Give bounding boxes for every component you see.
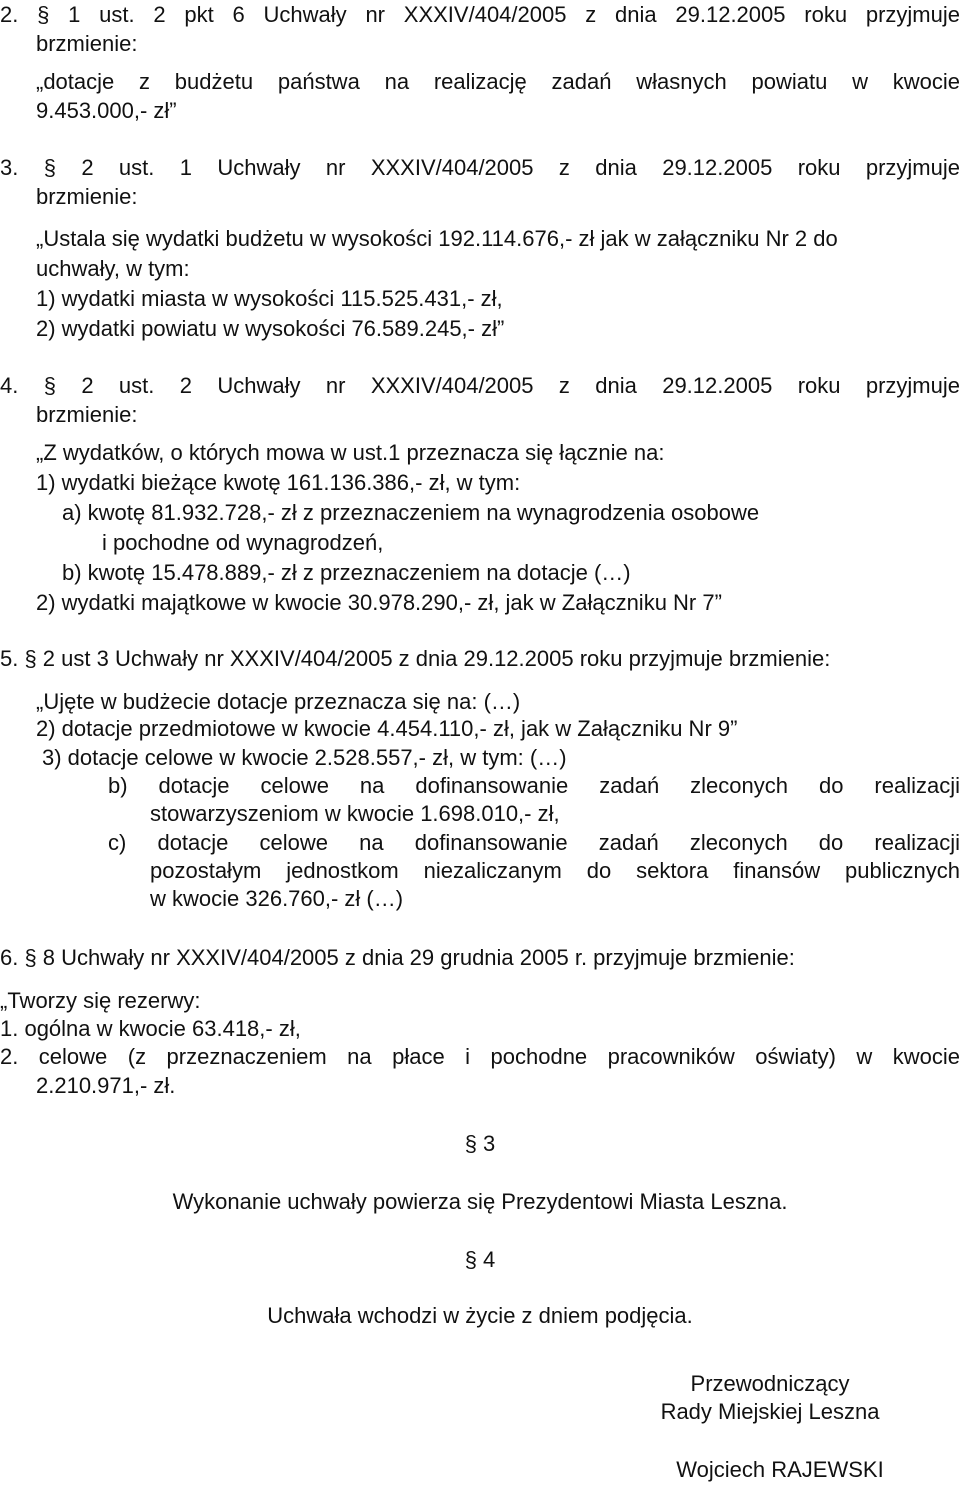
item-6-list-item: 2. celowe (z przeznaczeniem na płace i pochodne pracowników oświaty) w kwocie bbox=[0, 1044, 960, 1069]
item-4-quote-line: „Z wydatków, o których mowa w ust.1 przeznacza się łącznie na: bbox=[36, 440, 665, 465]
signature-role: Przewodniczący bbox=[690, 1371, 850, 1396]
item-2-quote-line: „dotacje z budżetu państwa na realizację zadań własnych powiatu w kwocie bbox=[36, 69, 960, 94]
item-3-heading-cont: brzmienie: bbox=[36, 184, 138, 209]
item-5-list-item: 3) dotacje celowe w kwocie 2.528.557,- zł, w tym: (…) bbox=[42, 745, 567, 770]
item-6-list-cont: 2.210.971,- zł. bbox=[36, 1073, 176, 1098]
item-5-sublist-cont: stowarzyszeniom w kwocie 1.698.010,- zł, bbox=[150, 801, 560, 826]
section-4-text: Uchwała wchodzi w życie z dniem podjęcia. bbox=[267, 1303, 693, 1328]
item-3-quote-line: uchwały, w tym: bbox=[36, 256, 190, 281]
item-5-list-item: 2) dotacje przedmiotowe w kwocie 4.454.110,- zł, jak w Załączniku Nr 9” bbox=[36, 716, 738, 741]
item-4-sublist-item: a) kwotę 81.932.728,- zł z przeznaczeniem na wynagrodzenia osobowe bbox=[62, 500, 760, 525]
item-2-heading: 2. § 1 ust. 2 pkt 6 Uchwały nr XXXIV/404/2005 z dnia 29.12.2005 roku przyjmuje bbox=[0, 2, 960, 27]
item-5-heading: 5. § 2 ust 3 Uchwały nr XXXIV/404/2005 z dnia 29.12.2005 roku przyjmuje brzmienie: bbox=[0, 646, 831, 671]
item-4-sublist-cont: i pochodne od wynagrodzeń, bbox=[102, 530, 384, 555]
item-4-list-item: 1) wydatki bieżące kwotę 161.136.386,- zł, w tym: bbox=[36, 470, 521, 495]
section-3-mark: § 3 bbox=[464, 1131, 496, 1156]
item-6-list-item: 1. ogólna w kwocie 63.418,- zł, bbox=[0, 1016, 301, 1041]
item-6-quote-line: „Tworzy się rezerwy: bbox=[0, 988, 201, 1013]
item-2-quote-line: 9.453.000,- zł” bbox=[36, 98, 177, 123]
item-6-heading: 6. § 8 Uchwały nr XXXIV/404/2005 z dnia 29 grudnia 2005 r. przyjmuje brzmienie: bbox=[0, 945, 795, 970]
signature-body: Rady Miejskiej Leszna bbox=[660, 1399, 880, 1424]
item-3-heading: 3. § 2 ust. 1 Uchwały nr XXXIV/404/2005 z dnia 29.12.2005 roku przyjmuje bbox=[0, 155, 960, 180]
section-4-mark: § 4 bbox=[464, 1247, 496, 1272]
item-3-list-item: 2) wydatki powiatu w wysokości 76.589.245,- zł” bbox=[36, 316, 505, 341]
item-2-heading-cont: brzmienie: bbox=[36, 31, 138, 56]
signature-name: Wojciech RAJEWSKI bbox=[676, 1457, 884, 1482]
item-4-heading: 4. § 2 ust. 2 Uchwały nr XXXIV/404/2005 z dnia 29.12.2005 roku przyjmuje bbox=[0, 373, 960, 398]
item-5-quote-line: „Ujęte w budżecie dotacje przeznacza się na: (…) bbox=[36, 689, 521, 714]
section-3-text: Wykonanie uchwały powierza się Prezydentowi Miasta Leszna. bbox=[172, 1189, 788, 1214]
item-4-sublist-item: b) kwotę 15.478.889,- zł z przeznaczeniem na dotacje (…) bbox=[62, 560, 631, 585]
item-5-sublist-item: b) dotacje celowe na dofinansowanie zadań zleconych do realizacji bbox=[108, 773, 960, 798]
item-4-list-item: 2) wydatki majątkowe w kwocie 30.978.290,- zł, jak w Załączniku Nr 7” bbox=[36, 590, 722, 615]
item-5-sublist-item: c) dotacje celowe na dofinansowanie zadań zleconych do realizacji bbox=[108, 830, 960, 855]
item-5-sublist-cont: pozostałym jednostkom niezaliczanym do sektora finansów publicznych bbox=[150, 858, 960, 883]
item-3-list-item: 1) wydatki miasta w wysokości 115.525.431,- zł, bbox=[36, 286, 503, 311]
item-5-sublist-cont: w kwocie 326.760,- zł (…) bbox=[150, 886, 404, 911]
item-3-quote-line: „Ustala się wydatki budżetu w wysokości 192.114.676,- zł jak w załączniku Nr 2 do bbox=[36, 226, 838, 251]
item-4-heading-cont: brzmienie: bbox=[36, 402, 138, 427]
